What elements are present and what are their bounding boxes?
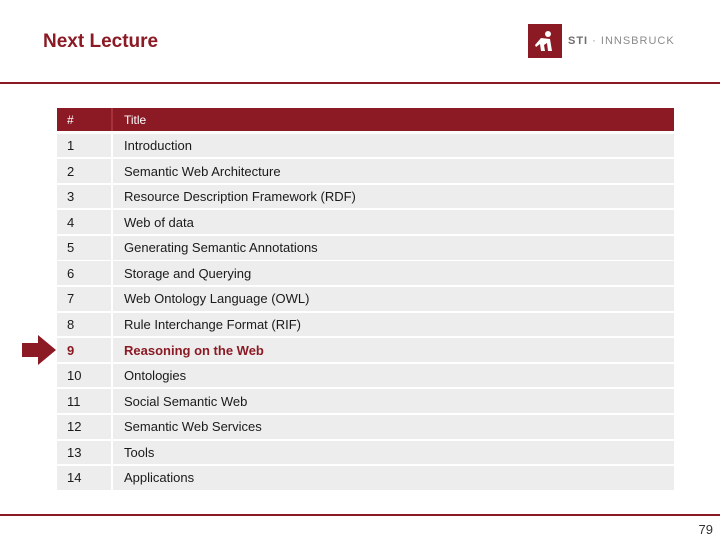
table-row [57, 210, 674, 234]
lecture-title: Web Ontology Language (OWL) [111, 287, 674, 311]
current-lecture-arrow-icon [22, 335, 56, 370]
lecture-number: 11 [67, 393, 81, 409]
slide-title: Next Lecture [43, 31, 159, 52]
lecture-title: Generating Semantic Annotations [111, 236, 674, 260]
sti-innsbruck-logo [528, 24, 675, 58]
lecture-title: Ontologies [111, 364, 674, 388]
lecture-number: 6 [67, 265, 75, 281]
lecture-title: Semantic Web Architecture [111, 159, 674, 183]
logo-location: INNSBRUCK [600, 35, 675, 47]
lecture-title: Resource Description Framework (RDF) [111, 185, 674, 209]
lecture-title: Storage and Querying [111, 261, 674, 285]
lecture-number: 2 [67, 163, 75, 179]
lecture-number: 4 [67, 214, 75, 230]
lecture-number: 9 [67, 342, 75, 358]
table-header-row [57, 108, 674, 131]
bottom-divider [0, 514, 720, 516]
logo-text [568, 35, 675, 47]
table-row [57, 185, 674, 209]
lecture-title: Web of data [111, 210, 674, 234]
table-row [57, 389, 674, 413]
lecture-number: 10 [67, 368, 82, 384]
lecture-number: 12 [67, 419, 82, 435]
sti-logo-icon [528, 24, 562, 58]
lecture-number: 1 [67, 137, 75, 153]
table-row [57, 466, 674, 490]
table-row [57, 441, 674, 465]
table-row [57, 287, 674, 311]
table-row-current [57, 338, 674, 362]
table-row [57, 261, 674, 285]
lecture-number: 14 [67, 470, 82, 486]
lecture-table [57, 108, 674, 492]
lecture-title: Tools [111, 441, 674, 465]
top-divider [0, 82, 720, 84]
header-number: # [67, 112, 74, 127]
logo-separator: · [588, 35, 601, 47]
lecture-title: Introduction [111, 134, 674, 158]
lecture-title: Applications [111, 466, 674, 490]
logo-brand: STI [568, 35, 589, 47]
lecture-number: 8 [67, 316, 75, 332]
header-title: Title [111, 108, 674, 131]
lecture-number: 7 [67, 291, 75, 307]
page-number: 79 [698, 522, 713, 537]
lecture-title: Rule Interchange Format (RIF) [111, 313, 674, 337]
lecture-title: Reasoning on the Web [111, 338, 674, 362]
table-row [57, 415, 674, 439]
lecture-number: 3 [67, 189, 75, 205]
lecture-number: 5 [67, 240, 75, 256]
table-row [57, 236, 674, 260]
table-row [57, 159, 674, 183]
table-row [57, 134, 674, 158]
table-row [57, 364, 674, 388]
lecture-title: Semantic Web Services [111, 415, 674, 439]
lecture-title: Social Semantic Web [111, 389, 674, 413]
table-row [57, 313, 674, 337]
lecture-number: 13 [67, 444, 82, 460]
